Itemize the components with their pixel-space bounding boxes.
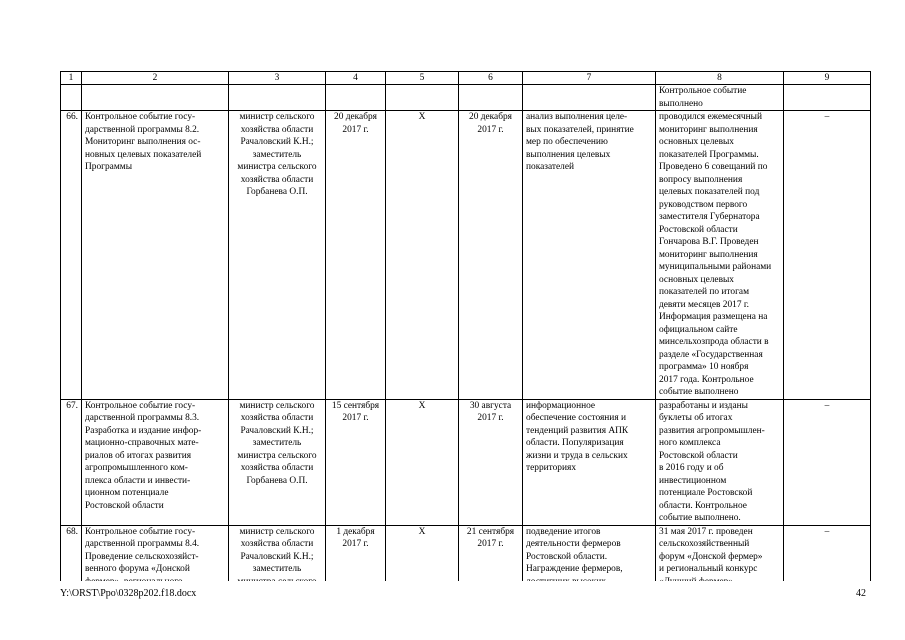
column-number: 3 [229, 72, 326, 85]
footer-page-number: 42 [856, 588, 866, 599]
column-number: 9 [784, 72, 871, 85]
column-number: 8 [656, 72, 784, 85]
table-cell [326, 85, 386, 111]
column-number: 4 [326, 72, 386, 85]
event-cell: Контрольное событие госу- дарственной программы 8.3. Разработка и издание инфор- мационно-справочных мате- риалов об итогах развития агропромышленного ком- плекса области и инвести- ционном потенциале Ростовской области [82, 399, 229, 525]
actual-date-cell: 20 декабря 2017 г. [459, 111, 523, 400]
planned-date-cell: 1 декабря 2017 г. [326, 525, 386, 589]
result-cell: разработаны и изданы буклеты об итогах развития агропромышлен- ного комплекса Ростовской области в 2016 году и об инвестиционном потенциале Ростовской области. Контрольное событие выполнено. [656, 399, 784, 525]
table-cell [784, 85, 871, 111]
expected-result-cell: информационное обеспечение состояния и тенденций развития АПК области. Популяризация жизни и труда в сельских территориях [523, 399, 656, 525]
mark-cell: X [386, 111, 459, 400]
table-cell [386, 85, 459, 111]
column-number: 1 [61, 72, 82, 85]
row-number: 66. [61, 111, 82, 400]
responsible-cell: министр сельского хозяйства области Рачаловский К.Н.; заместитель министра сельского хозяйства области Горбанева О.П. [229, 399, 326, 525]
planned-date-cell: 20 декабря 2017 г. [326, 111, 386, 400]
actual-date-cell: 21 сентября 2017 г. [459, 525, 523, 589]
result-cell: Контрольное событие выполнено [656, 85, 784, 111]
event-cell: Контрольное событие госу- дарственной программы 8.2. Мониторинг выполнения ос- новных целевых показателей Программы [82, 111, 229, 400]
mark-cell: X [386, 525, 459, 589]
note-cell: – [784, 399, 871, 525]
note-cell: – [784, 525, 871, 589]
table-cell [82, 85, 229, 111]
responsible-cell: министр сельского хозяйства области Рачаловский К.Н.; заместитель [229, 525, 326, 589]
note-cell: – [784, 111, 871, 400]
row-number: 68. [61, 525, 82, 589]
table-cell [61, 85, 82, 111]
column-number: 2 [82, 72, 229, 85]
result-cell: 31 мая 2017 г. проведен сельскохозяйственный форум «Донской фермер» и региональный конкурс [656, 525, 784, 589]
column-number: 7 [523, 72, 656, 85]
table-cell [459, 85, 523, 111]
table-cell [229, 85, 326, 111]
table-row [61, 399, 871, 525]
column-number: 6 [459, 72, 523, 85]
actual-date-cell: 30 августа 2017 г. [459, 399, 523, 525]
table-cell [523, 85, 656, 111]
footer-file-path: Y:\ORST\Ppo\0328p202.f18.docx [60, 588, 197, 599]
expected-result-cell: подведение итогов деятельности фермеров Ростовской области. Награждение фермеров, [523, 525, 656, 589]
responsible-cell: министр сельского хозяйства области Рачаловский К.Н.; заместитель министра сельского хозяйства области Горбанева О.П. [229, 111, 326, 400]
result-cell: проводился ежемесячный мониторинг выполнения основных целевых показателей Программы. Проведено 6 совещаний по вопросу выполнения целевых показателей под руководством первого заместителя Губернатора Ростовской области Гончарова В.Г. Проведен мониторинг выполнения муниципальными районами основных целевых показателей по итогам девяти месяцев 2017 г. Информация размещена на официальном сайте минсельхозпрода области в разделе «Государственная программа» 10 ноября 2017 года. Контрольное событие выполнено [656, 111, 784, 400]
planned-date-cell: 15 сентября 2017 г. [326, 399, 386, 525]
table-row [61, 111, 871, 400]
expected-result-cell: анализ выполнения целе- вых показателей, принятие мер по обеспечению выполнения целевых показателей [523, 111, 656, 400]
report-table [60, 71, 871, 590]
table-row [61, 525, 871, 589]
column-number: 5 [386, 72, 459, 85]
mark-cell: X [386, 399, 459, 525]
row-number: 67. [61, 399, 82, 525]
continuation-row [61, 85, 871, 111]
event-cell: Контрольное событие госу- дарственной программы 8.4. Проведение сельскохозяйст- венного форума «Донской [82, 525, 229, 589]
column-number-row [61, 72, 871, 85]
